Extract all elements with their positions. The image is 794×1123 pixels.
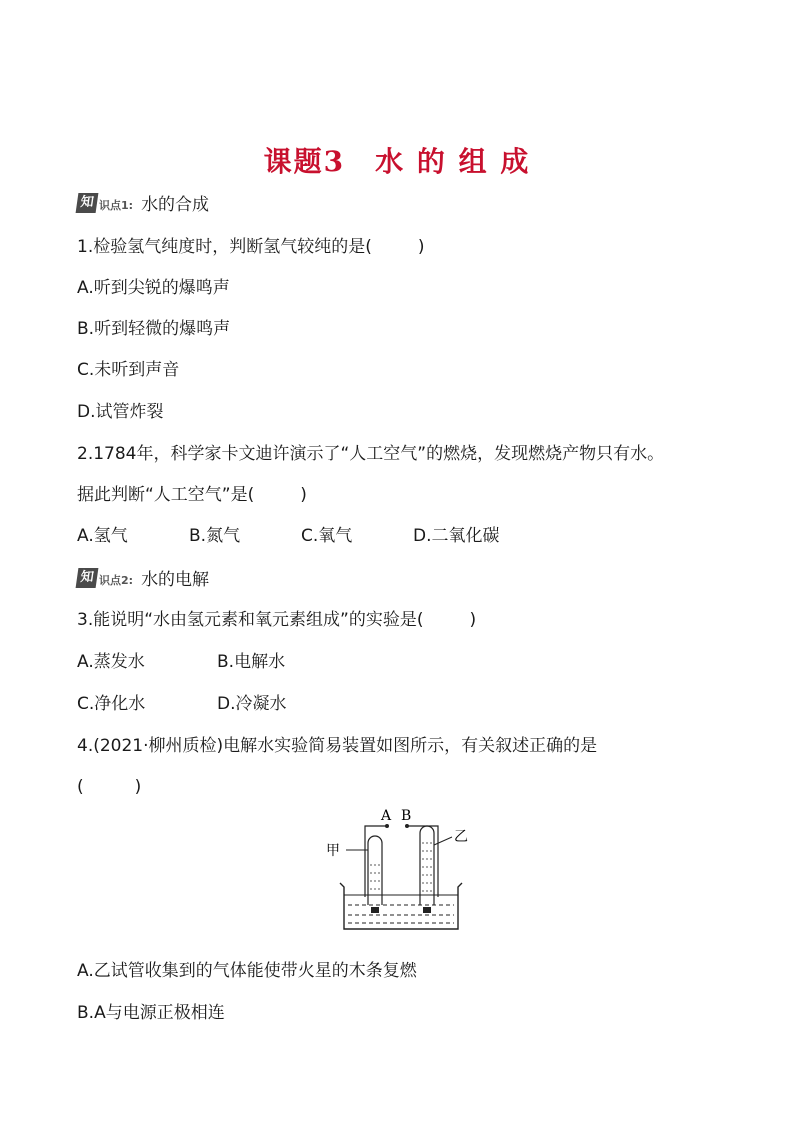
question-3-option-d: D.冷凝水 [217, 694, 287, 714]
electrolysis-apparatus-figure [320, 805, 480, 935]
question-1-option-d: D.试管炸裂 [77, 402, 164, 422]
label-a: A [381, 808, 392, 824]
question-2-option-c: C.氧气 [301, 526, 353, 546]
question-2-paren: ) [300, 485, 307, 505]
question-2-option-b: B.氮气 [189, 526, 241, 546]
label-b: B [401, 808, 412, 824]
knowledge-point-2 [77, 565, 209, 590]
knowledge-point-title: 水的电解 [141, 570, 210, 590]
question-3-option-b: B.电解水 [217, 652, 286, 672]
question-3-option-c: C.净化水 [77, 694, 146, 714]
question-2-options [77, 521, 500, 546]
question-1-option-b: B.听到轻微的爆鸣声 [77, 319, 231, 339]
question-3-stem [77, 605, 476, 630]
badge-label: 识点1: [99, 198, 134, 212]
question-2-text: 据此判断“人工空气”是( [77, 485, 255, 505]
knowledge-point-title: 水的合成 [141, 195, 210, 215]
question-4-stem: 4.(2021·柳州质检)电解水实验简易装置如图所示，有关叙述正确的是 [77, 736, 598, 756]
question-3-paren: ) [469, 610, 477, 630]
badge-zhi: 知 [76, 193, 99, 213]
question-1-paren: ) [417, 237, 425, 257]
knowledge-badge [77, 568, 133, 588]
wire-b [407, 826, 438, 897]
question-1-stem [77, 232, 425, 257]
question-1-option-a: A.听到尖锐的爆鸣声 [77, 278, 230, 298]
question-2-option-a: A.氢气 [77, 526, 128, 546]
leader-yi [434, 837, 452, 845]
question-3-options-row-1 [77, 647, 285, 672]
knowledge-point-1 [77, 190, 209, 215]
label-jia: 甲 [326, 843, 340, 859]
question-4-paren: ( ) [77, 777, 142, 797]
badge-label: 识点2: [99, 573, 134, 587]
question-3-option-a: A.蒸发水 [77, 652, 145, 672]
question-3-text: 3.能说明“水由氢元素和氧元素组成”的实验是( [77, 610, 424, 630]
beaker [340, 883, 462, 929]
question-4-option-a: A.乙试管收集到的气体能使带火星的木条复燃 [77, 961, 417, 981]
question-1-option-c: C.未听到声音 [77, 360, 180, 380]
electrode-left [371, 907, 379, 913]
test-tube-yi [420, 826, 434, 905]
question-4-option-b: B.A与电源正极相连 [77, 1003, 225, 1023]
page-title: 课题3 水 的 组 成 [263, 145, 531, 178]
question-2-option-d: D.二氧化碳 [413, 526, 500, 546]
question-2-line-2 [77, 480, 307, 505]
electrode-right [423, 907, 431, 913]
question-2-line-1: 2.1784年，科学家卡文迪许演示了“人工空气”的燃烧，发现燃烧产物只有水。 [77, 444, 665, 464]
knowledge-badge [77, 193, 133, 213]
question-3-options-row-2 [77, 689, 287, 714]
badge-zhi: 知 [76, 568, 99, 588]
question-1-text: 1.检验氢气纯度时，判断氢气较纯的是( [77, 237, 372, 257]
label-yi: 乙 [454, 829, 468, 845]
